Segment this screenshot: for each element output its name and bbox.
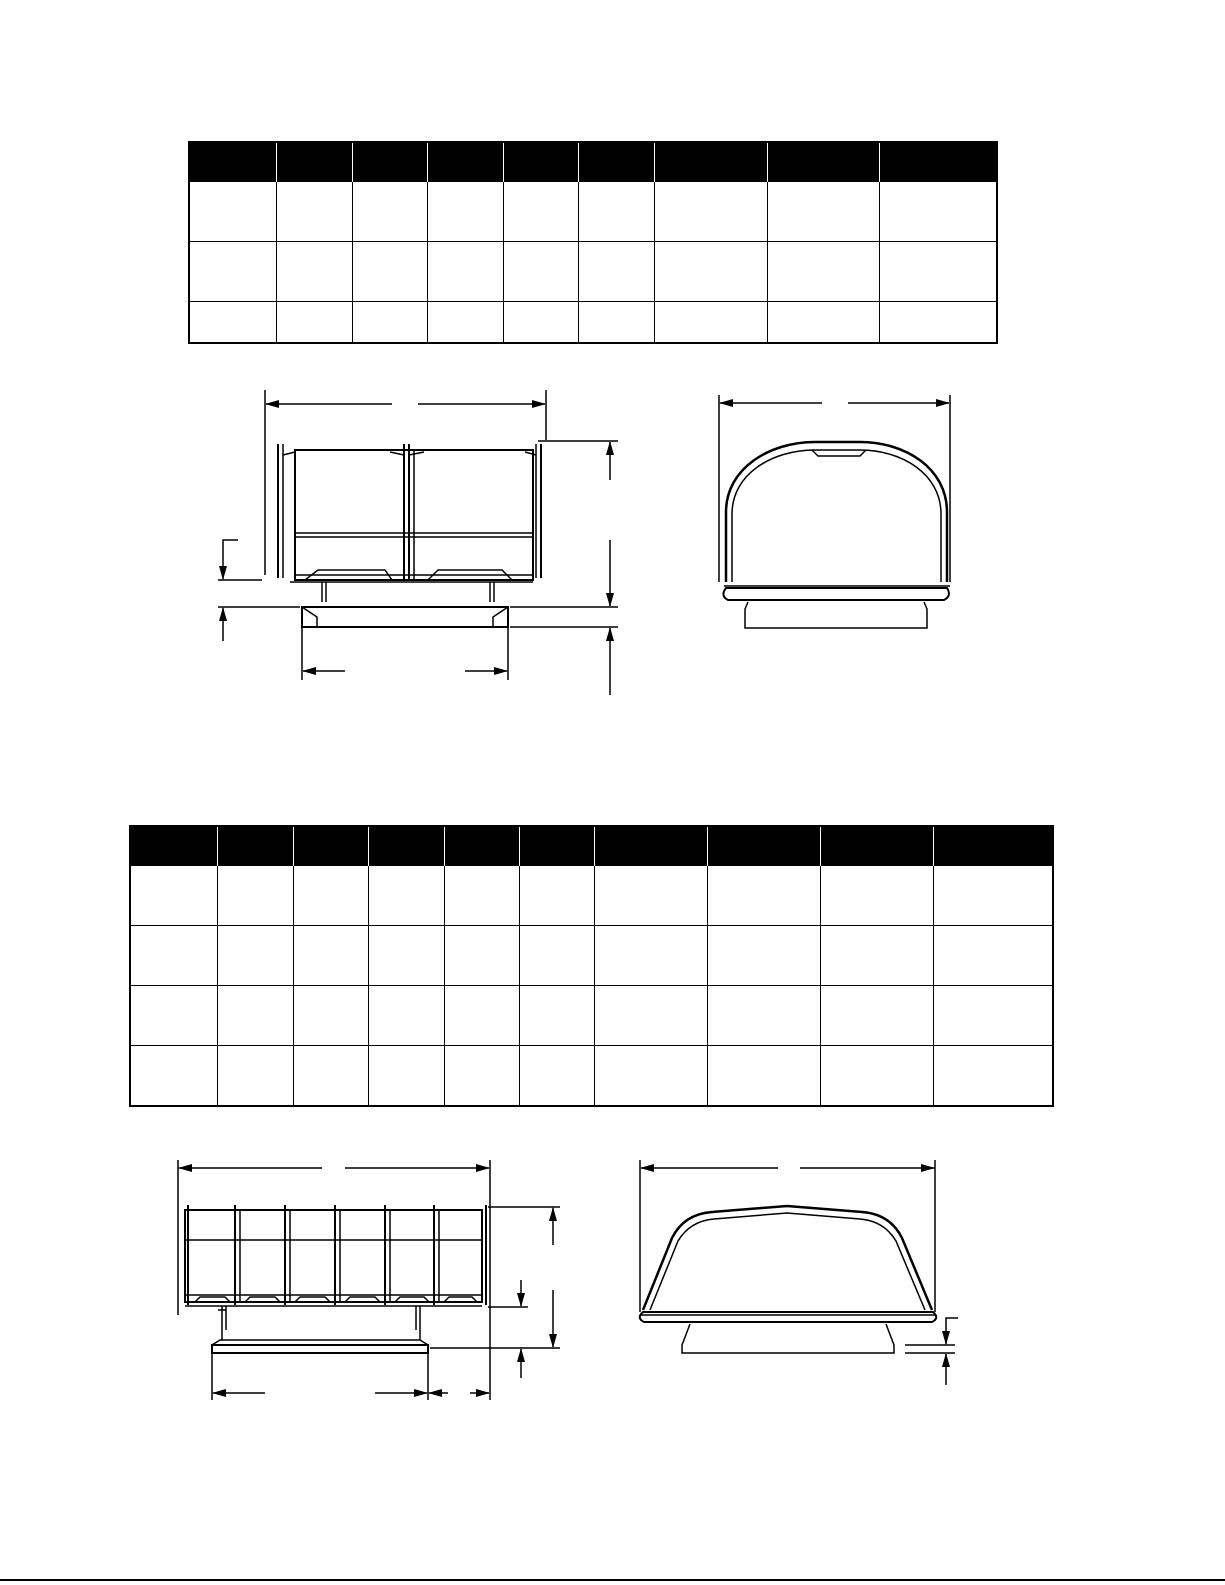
side-view-six-section bbox=[178, 1160, 560, 1400]
curb-width-dimension bbox=[302, 627, 508, 680]
height-dimension-long bbox=[430, 1207, 560, 1378]
side-offset-dimension bbox=[905, 1318, 958, 1385]
curb-long bbox=[212, 1330, 428, 1353]
end-view-dome bbox=[719, 395, 950, 628]
page-bottom-rule bbox=[0, 1579, 1225, 1581]
curb bbox=[302, 607, 508, 627]
end-width-dimension-long bbox=[640, 1160, 935, 1312]
hood-body bbox=[278, 444, 541, 602]
dome-shroud bbox=[723, 442, 950, 600]
end-view-base bbox=[745, 602, 927, 628]
left-offset-dimension bbox=[218, 540, 300, 641]
peaked-base bbox=[682, 1324, 894, 1353]
width-dimension bbox=[265, 390, 546, 575]
height-dimension bbox=[510, 441, 618, 695]
end-view-peaked bbox=[640, 1160, 958, 1385]
side-view-two-section bbox=[218, 390, 618, 695]
end-width-dimension bbox=[719, 395, 950, 582]
curb-width-dimension-long bbox=[212, 1353, 489, 1400]
hood-body-long bbox=[185, 1205, 486, 1330]
peaked-shroud bbox=[640, 1206, 937, 1322]
